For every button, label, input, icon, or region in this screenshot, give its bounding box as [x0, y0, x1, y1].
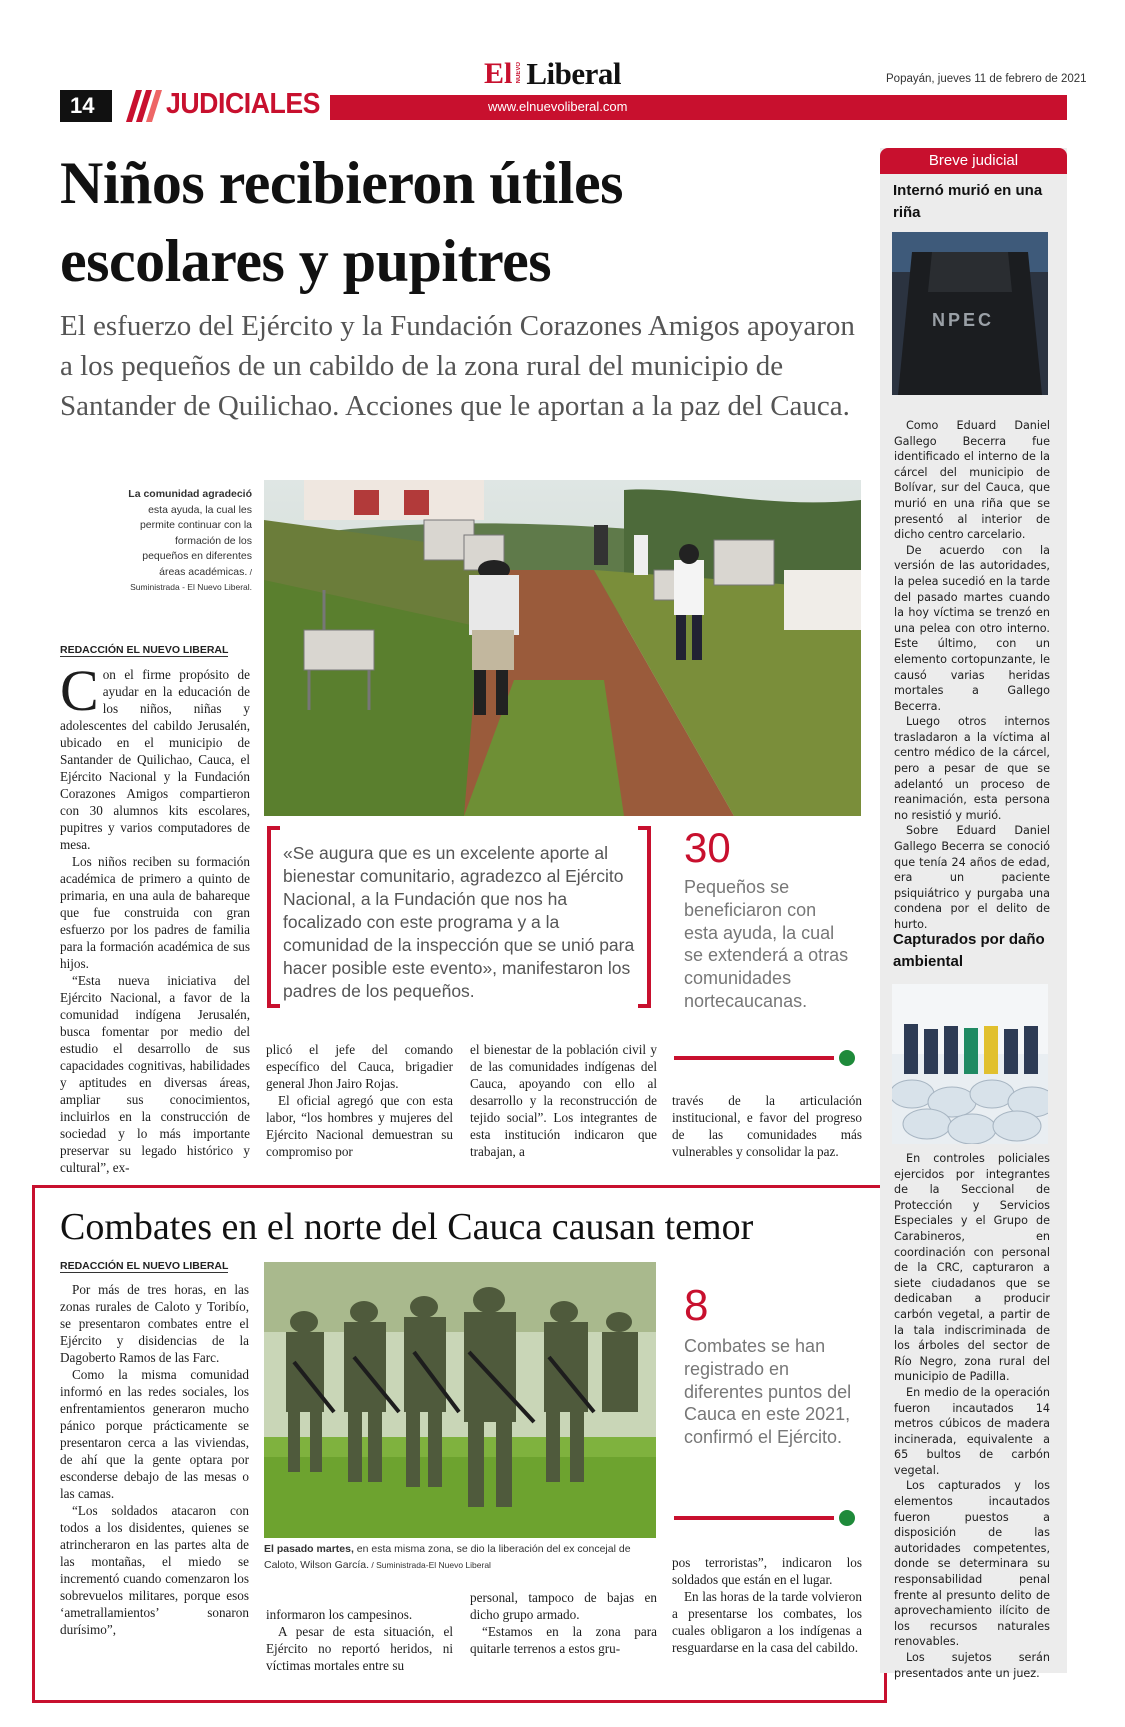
logo-small: NUEVO — [516, 62, 523, 84]
second-col3-p2: “Estamos en la zona para quitarle terrenos a estos gru- — [470, 1624, 657, 1656]
main-photo-caption — [128, 487, 252, 596]
main-byline: REDACCIÓN EL NUEVO LIBERAL — [60, 644, 229, 656]
second-headline: Combates en el norte del Cauca causan temor — [60, 1206, 754, 1248]
main-column-3 — [470, 1041, 657, 1160]
pullquote: «Se augura que es un excelente aporte al bienestar comunitario, agradezco al Ejército Nacional, a la Fundación que nos ha focalizado con este programa y a la comunidad de la inspección que se unió para hacer posible este evento», manifestaron los padres de los pequeños. — [283, 843, 635, 1001]
second-photo-caption — [264, 1542, 656, 1573]
captured-men-charcoal-sacks-image — [892, 984, 1048, 1144]
brief1-p3: Luego otros internos trasladaron a la víctima al centro médico de la cárcel, pero a pesar de que se adelantó un proceso de reanimación, esta persona no resistió y murió. — [894, 715, 1050, 822]
main-col1-p3: “Esta nueva iniciativa del Ejército Nacional, a favor de la comunidad indígena Jerusalén, busca fomentar por medio del estudio el desarrollo de sus capacidades cognitivas, habilidades y aptitudes en diversas áreas, ampliar sus conocimientos, incluirlos en la construcción de sociedad y lo más importante preservar su legado histórico y cultural”, ex- — [60, 973, 250, 1175]
sidebar-tab-label: Breve judicial — [928, 152, 1019, 169]
dateline: Popayán, jueves 11 de febrero de 2021 — [886, 73, 1087, 85]
main-col1-p2: Los niños reciben su formación académica de primero a quinto de primaria, en una aula de bahareque que fue construida con gran esfuerzo por los padres de familia para la formación académica de sus hijos. — [60, 854, 250, 971]
main-col1-p1: on el firme propósito de ayudar en la educación de los niños, niñas y adolescentes del cabildo Jerusalén, ubicado en el municipio de Santander de Quilichao, Cauca, el Ejército Nacional y la Fundación Corazones Amigos compartieron con 30 alumnos kits escolares, pupitres y varios computadores de mesa. — [60, 667, 250, 852]
second-byline: REDACCIÓN EL NUEVO LIBERAL — [60, 1260, 229, 1272]
sidebar-tab — [880, 148, 1067, 174]
brief1-photo — [892, 232, 1048, 395]
fact-divider-dot-icon — [839, 1050, 855, 1066]
fact-divider-line-2 — [674, 1516, 834, 1520]
brief2-title: Capturados por daño ambiental — [893, 931, 1045, 970]
brief2-p3: Los capturados y los elementos incautados fueron puestos a disposición de las autoridades competentes, donde se determinara su responsabilidad penal frente al presunto delito de aprovechamiento ilícito de los recursos naturales renovables. — [894, 1479, 1050, 1649]
headline-line-1: Niños recibieron útiles — [60, 150, 623, 216]
brief2-p4: Los sujetos serán presentados ante un juez. — [894, 1651, 1050, 1680]
pullquote-left-bracket-icon — [266, 826, 282, 1008]
second-caption-text: en esta misma zona, se dio la liberación del ex concejal de Caloto, Wilson García. — [264, 1543, 631, 1571]
second-caption-bold: El pasado martes, — [264, 1543, 354, 1555]
headline-line-2: escolares y pupitres — [60, 228, 552, 294]
caption-bold: La comunidad agradeció — [128, 488, 252, 500]
fact-text-30: Pequeños se beneficiaron con esta ayuda, la cual se extenderá a otras comunidades nortecaucanas. — [684, 877, 849, 1011]
second-column-1 — [60, 1281, 249, 1638]
second-col1-p3: “Los soldados atacaron con todos a los disidentes, quienes se atrincheraron en las partes alta de las montañas, el miedo se incrementó cuando comenzaron los sobrevuelos militares, porque esos ‘ametrallamientos’ sonaron durísimo”, — [60, 1503, 249, 1637]
children-carrying-chairs-image — [264, 480, 861, 816]
dropcap: C — [60, 658, 99, 723]
page-number: 14 — [70, 93, 95, 118]
brief1-p4: Sobre Eduard Daniel Gallego Becerra se conoció que tenía 24 años de edad, era un paciente psiquiátrico y purgaba una condena por el delito de hurto. — [894, 824, 1050, 931]
second-col4-p1: pos terroristas”, indicaron los soldados que están en el lugar. — [672, 1555, 862, 1587]
section-title: JUDICIALES — [166, 88, 321, 120]
brief1-p1: Como Eduard Daniel Gallego Becerra fue identificado el interno de la cárcel del municipio de Bolívar, sur del Cauca, que murió en una riña que se presentó al interior de dicho centro carcelario. — [894, 419, 1050, 542]
main-headline — [60, 144, 880, 300]
page-number-box — [60, 90, 112, 122]
main-column-4 — [672, 1092, 862, 1160]
brief1-p2: De acuerdo con la versión de las autoridades, la pelea sucedió en la tarde del pasado martes cuando la hoy víctima se trenzó en una pelea con otro interno. Este último, con un elemento cortopunzante, le causó varias heridas mortales a Gallego Becerra. — [894, 543, 1050, 713]
fact-divider-dot-2-icon — [839, 1510, 855, 1526]
brief2-p1: En controles policiales ejercidos por integrantes de la Seccional de Protección y Servicios Especiales y el Grupo de Carabineros, en coordinación con personal de la CRC, capturaron a siete ciudadanos que se dedicaban a producir carbón vegetal, a partir de la tala indiscriminada de los árboles del sector de Río Negro, zona rural del municipio de Padilla. — [894, 1152, 1050, 1384]
main-col2-p2: El oficial agregó que con esta labor, “los hombres y mujeres del Ejército Nacional demuestran su compromiso por — [266, 1093, 453, 1159]
second-col2-p1: informaron los campesinos. — [266, 1607, 413, 1622]
caption-credit: / Suministrada - El Nuevo Liberal. — [130, 566, 252, 592]
second-column-2 — [266, 1606, 453, 1674]
fact-divider-line — [674, 1056, 834, 1060]
logo-prefix: El — [484, 57, 513, 90]
main-column-2 — [266, 1041, 453, 1160]
main-photo — [264, 480, 861, 816]
main-deck: El esfuerzo del Ejército y la Fundación Corazones Amigos apoyaron a los pequeños de un cabildo de la zona rural del municipio de Santander de Quilichao. Acciones que le aportan a la paz del Cauca. — [60, 310, 855, 422]
second-column-3 — [470, 1589, 657, 1657]
caption-text: esta ayuda, la cual les permite continuar con la formación de los pequeños en diferentes áreas académicas. — [139, 503, 252, 578]
logo-main: Liberal — [526, 56, 622, 91]
brief2-body — [894, 1151, 1050, 1681]
pullquote-right-bracket-icon — [636, 826, 652, 1008]
brief1-title: Internó murió en una riña — [893, 182, 1043, 221]
main-col4-p1: través de la articulación institucional, e favor del progreso de las comunidades más vulnerables y consolidar la paz. — [672, 1093, 862, 1159]
main-column-1 — [60, 658, 250, 1176]
second-col2-p2: A pesar de esta situación, el Ejército no reportó heridos, ni víctimas mortales entre su — [266, 1624, 453, 1673]
second-col1-p2: Como la misma comunidad informó en las redes sociales, los enfrentamientos generaron mucho pánico porque prácticamente se presentaron cerca a las viviendas, de ahí que la gente optara por esconderse debajo de las mesas o las camas. — [60, 1367, 249, 1501]
vest-text: NPEC — [932, 310, 995, 330]
fact-number-8: 8 — [684, 1281, 709, 1330]
website-url[interactable]: www.elnuevoliberal.com — [488, 99, 628, 114]
second-caption-credit: / Suministrada-El Nuevo Liberal — [369, 1559, 491, 1570]
second-col4-p2: En las horas de la tarde volvieron a presentarse los combates, los cuales obligaron a los indígenas a resguardarse en la casa del cabildo. — [672, 1589, 862, 1655]
fact-text-8: Combates se han registrado en diferentes puntos del Cauca en este 2021, confirmó el Ejército. — [684, 1336, 852, 1448]
brief1-body — [894, 418, 1050, 933]
section-stripes-icon — [118, 90, 162, 122]
soldiers-image — [264, 1262, 656, 1538]
main-col2-p1: plicó el jefe del comando específico del Cauca, brigadier general Jhon Jairo Rojas. — [266, 1042, 453, 1091]
second-column-4 — [672, 1554, 862, 1656]
brief2-p2: En medio de la operación fueron incautados 14 metros cúbicos de madera incinerada, equivalente a 65 bultos de carbón vegetal. — [894, 1385, 1050, 1477]
fact-number-30: 30 — [684, 824, 731, 871]
second-col3-p1: personal, tampoco de bajas en dicho grupo armado. — [470, 1590, 657, 1622]
brief2-photo — [892, 984, 1048, 1144]
newspaper-logo — [484, 56, 621, 92]
second-photo — [264, 1262, 656, 1538]
header-red-bar — [330, 95, 1067, 120]
main-col3-p1: el bienestar de la población civil y de las comunidades indígenas del Cauca, apoyando con ello al desarrollo y la reconstrucción de tejido social”. Los integrantes de esta institución indicaron que trabajan, a — [470, 1042, 657, 1159]
second-col1-p1: Por más de tres horas, en las zonas rurales de Caloto y Toribío, se presentaron combates entre el Ejército y disidencias de la Dagoberto Ramos de las Farc. — [60, 1282, 249, 1365]
